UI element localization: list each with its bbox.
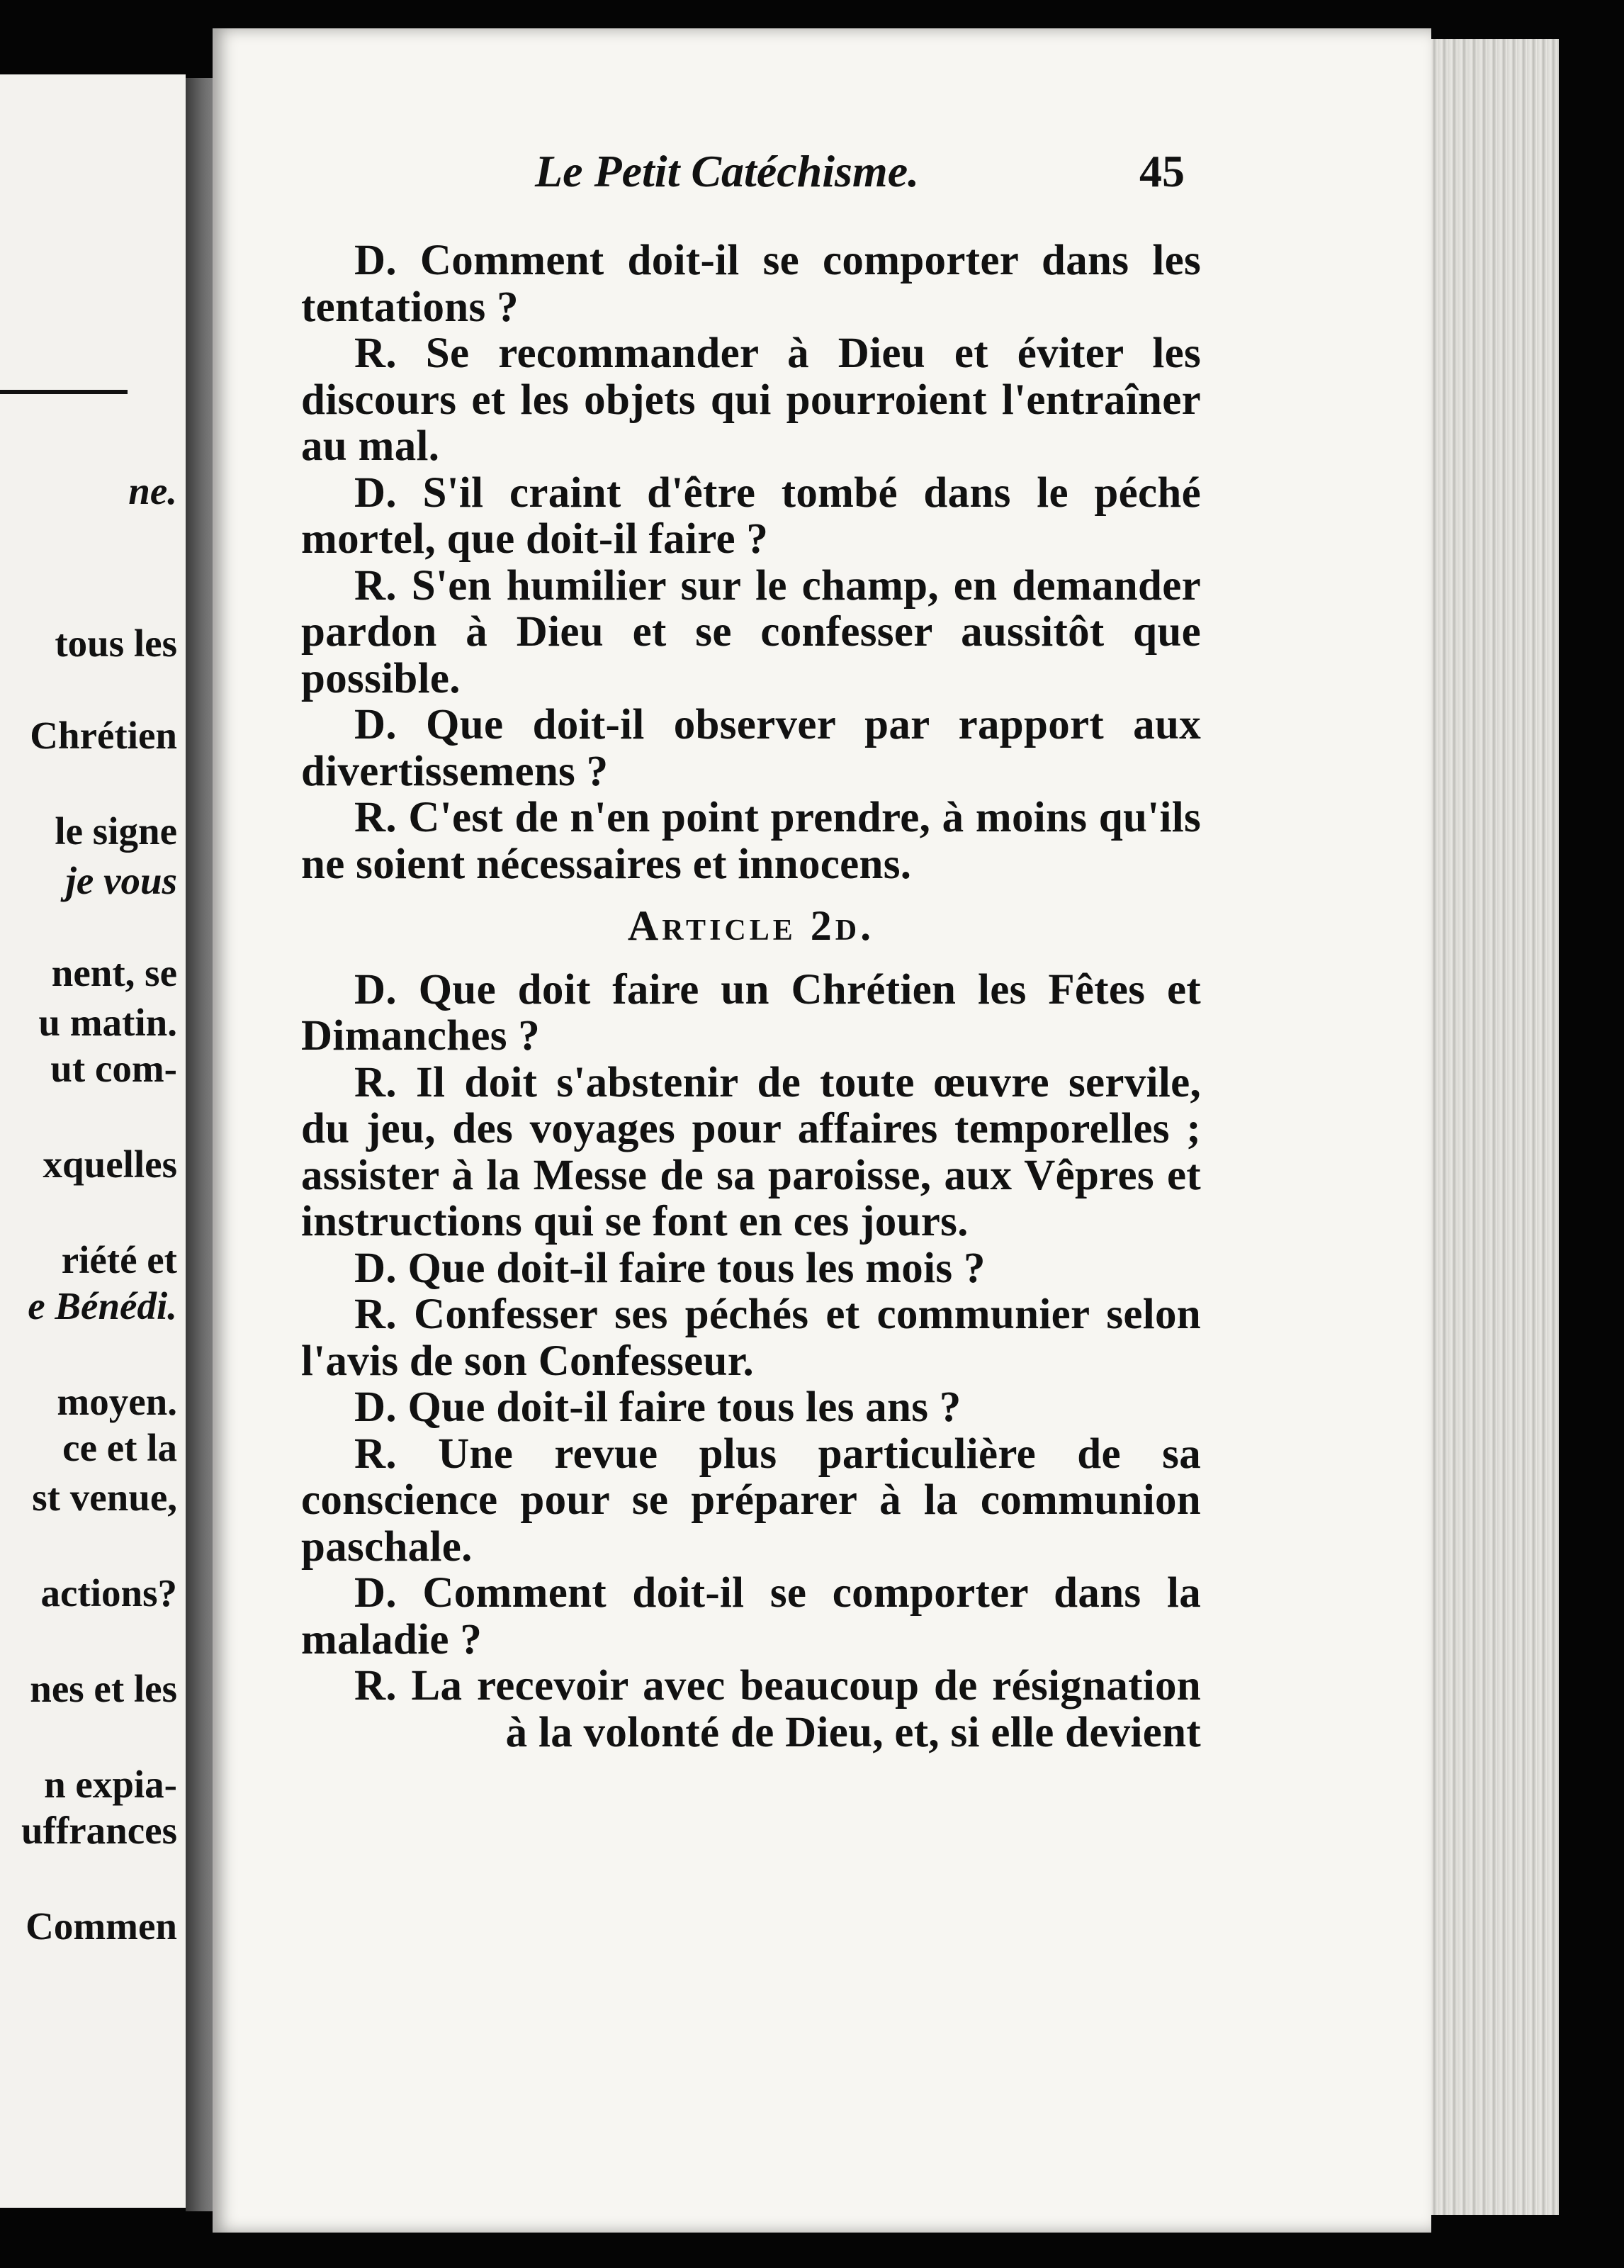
question-paragraph: D. Que doit-il observer par rapport aux divertissemens ? (301, 701, 1201, 795)
left-page-line: e Bénédi. (28, 1284, 177, 1327)
left-page-line: Commen (26, 1904, 177, 1948)
page-edges (1428, 39, 1559, 2215)
left-page-line: uffrances (21, 1809, 177, 1852)
page-number: 45 (1139, 146, 1185, 196)
answer-paragraph: R. Se recommander à Dieu et éviter les discours et les objets qui pourroient l'entraîner au mal. (301, 330, 1201, 470)
left-page-line: Chrétien (30, 714, 177, 757)
left-page-line: actions? (40, 1571, 177, 1615)
left-page-rule (0, 390, 128, 394)
left-page-line: tous les (55, 622, 177, 665)
left-page-line: ne. (128, 469, 177, 512)
left-page-line: n expia- (44, 1763, 177, 1806)
answer-paragraph: R. La recevoir avec beaucoup de résignation à la volonté de Dieu, et, si elle devient (354, 1662, 1201, 1756)
question-paragraph: D. S'il craint d'être tombé dans le péché mortel, que doit-il faire ? (301, 468, 1201, 563)
left-page-line: xquelles (43, 1143, 177, 1186)
question-paragraph: D. Comment doit-il se comporter dans les tentations ? (301, 237, 1201, 331)
left-page-line: nent, se (51, 951, 177, 994)
left-page-line: riété et (61, 1238, 177, 1281)
question-paragraph: D. Que doit-il faire tous les ans ? (354, 1383, 962, 1431)
left-page-line: st venue, (32, 1476, 177, 1519)
article-heading: Article 2d. (627, 902, 875, 949)
answer-paragraph: R. Confesser ses péchés et communier selon l'avis de son Confesseur. (301, 1291, 1201, 1385)
answer-paragraph: R. C'est de n'en point prendre, à moins qu'ils ne soient nécessaires et innocens. (301, 794, 1201, 888)
answer-paragraph: R. S'en humilier sur le champ, en demander pardon à Dieu et se confesser aussitôt que possible. (301, 561, 1201, 702)
catechism-text (301, 237, 1201, 1756)
left-page-line: moyen. (57, 1380, 177, 1423)
question-paragraph: D. Comment doit-il se comporter dans la maladie ? (301, 1569, 1201, 1663)
left-page-line: nes et les (30, 1667, 177, 1710)
left-page-line: u matin. (38, 1001, 177, 1044)
answer-paragraph: R. Une revue plus particulière de sa conscience pour se préparer à la communion paschale. (301, 1430, 1201, 1571)
left-page-line: je vous (65, 859, 177, 902)
question-paragraph: D. Que doit faire un Chrétien les Fêtes et Dimanches ? (301, 965, 1201, 1060)
left-page-line: le signe (55, 809, 177, 853)
running-header-title: Le Petit Catéchisme. (535, 146, 920, 196)
left-page-line: ut com- (50, 1047, 177, 1090)
left-page-line: ce et la (62, 1426, 177, 1469)
question-paragraph: D. Que doit-il faire tous les mois ? (354, 1244, 986, 1292)
answer-paragraph: R. Il doit s'abstenir de toute œuvre servile, du jeu, des voyages pour affaires temporelles ; assister à la Messe de sa paroisse, aux Vêpres et instructions qui se font en ces jours. (301, 1058, 1201, 1245)
left-facing-page (0, 74, 186, 2208)
